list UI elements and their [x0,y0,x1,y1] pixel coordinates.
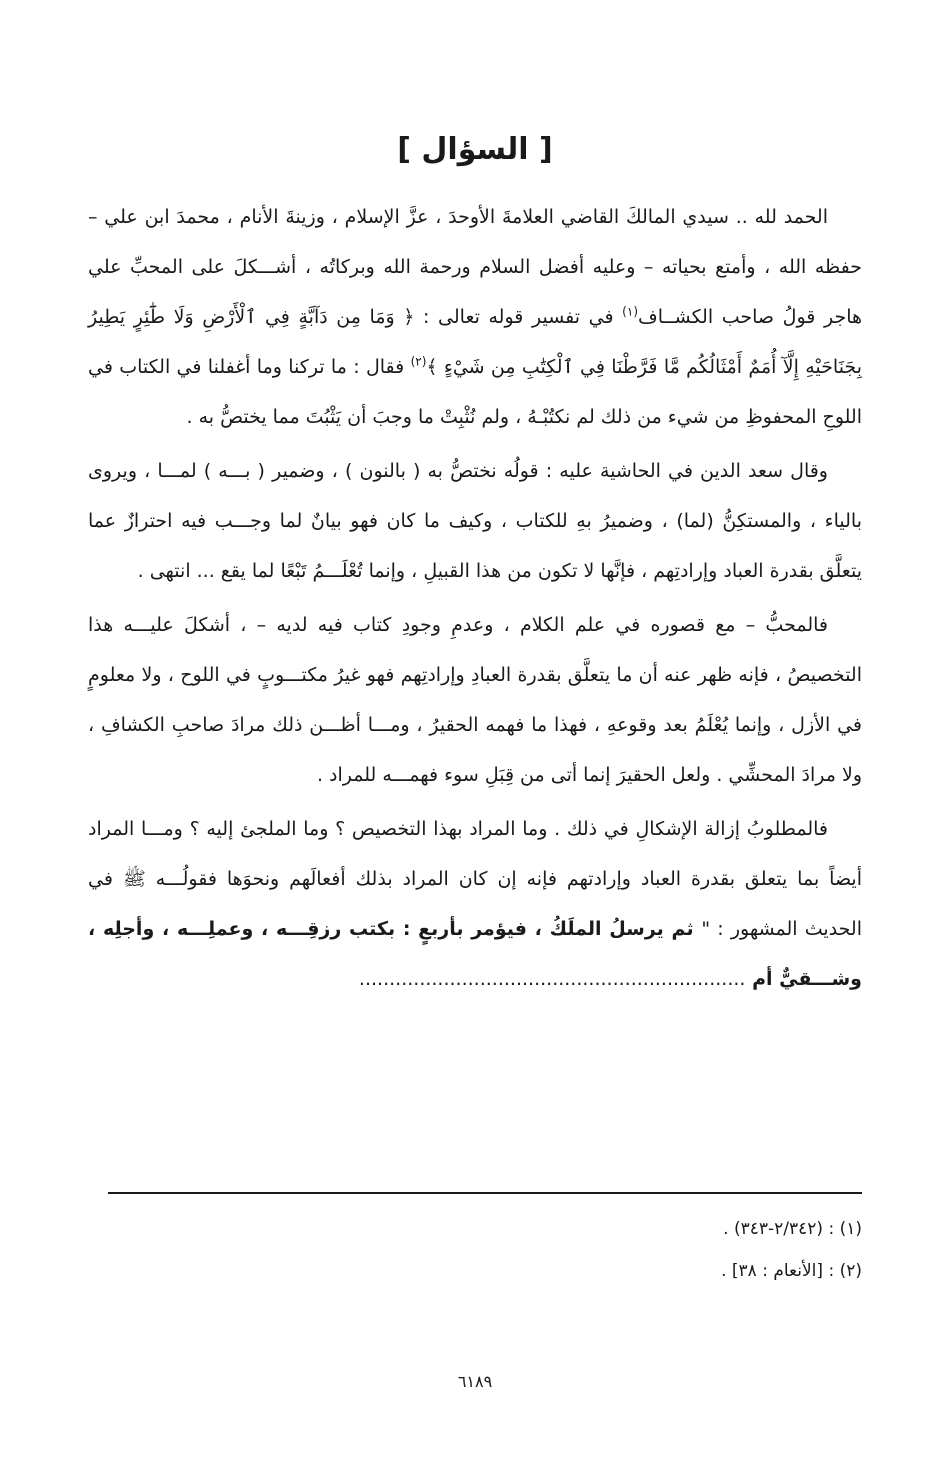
footnote-ref-1[interactable]: (١) [622,304,638,319]
paragraph-3: فالمحبُّ – مع قصوره في علم الكلام ، وعدمِ وجودِ كتاب فيه لديه – ، أشكلَ عليـــه هذا التخصيصُ ، فإنه ظهر عنه أن ما يتعلَّق بقدرة العبادِ وإرادتِهم فهو غيرُ مكتـــوبٍ في اللوح ، ولا معلومٍ في الأزل ، وإنما يُعْلَمُ بعد وقوعهِ ، فهذا ما فهمه الحقيرُ ، ومـــا أظـــن ذلك مرادَ صاحبِ الكشافِ ، ولا مرادَ المحشِّي . ولعل الحقيرَ إنما أتى من قِبَلِ سوء فهمـــه للمراد . [88,614,862,786]
paragraph-1 [88,192,862,442]
paragraph-1-text-3: فقال : ما تركنا وما أغفلنا في الكتاب في اللوحِ المحفوظِ من شيء من ذلك لم نكتُبْـهُ ، ولم نُثْبِتْ ما وجبَ أن يَثْبُتَ مما يختصُّ به . [88,356,862,428]
ellipsis-dots: ................................................................ [358,968,746,990]
footnote-ref-2[interactable]: (٢) [410,354,427,369]
page-title: [ السؤال ] [397,132,553,167]
paragraph-1-text-2: في تفسير قوله تعالى : [414,306,623,328]
paragraph-2: وقال سعد الدين في الحاشية عليه : قولُه نختصُّ به ( بالنون ) ، وضمير ( بـــه ) لمـــا ، ويروى بالياء ، والمستكِنُّ (لما) ، وضميرُ بهِ للكتاب ، وكيف ما كان فهو بيانٌ لما وجـــب فيه احترازٌ عما يتعلَّق بقدرة العباد وإرادتِهم ، فإنَّها لا تكون من هذا القبيلِ ، وإنما تُعْلَـــمُ تَبْعًا لما يقع ... انتهى . [88,460,862,582]
quran-verse: ﴿ وَمَا مِن دَآبَّةٍ فِي ٱلْأَرْضِ وَلَا طَٰٓئِرٍ يَطِيرُ بِجَنَاحَيْهِ إِلَّآ أُمَمٌ أَمْثَالُكُم مَّا فَرَّطْنَا فِي ٱلْكِتَٰبِ مِن شَيْءٍ ﴾ [88,306,862,378]
body-text [88,192,862,1008]
footnote-2: (٢) : [الأنعام : ٣٨] . [721,1261,862,1281]
footnote-1: (١) : (٢/٣٤٢-٣٤٣) . [723,1219,862,1239]
footnote-divider [108,1192,862,1194]
paragraph-4 [88,804,862,1004]
footnotes [88,1208,862,1292]
paragraph-4-text: فالمطلوبُ إزالة الإشكالِ في ذلك . وما المراد بهذا التخصيص ؟ وما الملجئ إليه ؟ ومـــا المراد أيضاً بما يتعلق بقدرة العباد وإرادتهم فإنه إن كان المراد بذلك أفعالَهم ونحوَها فقولُـــه ﷺ في الحديث المشهور : " [88,818,862,940]
page-number: ٦١٨٩ [457,1372,493,1391]
paragraph-1-text: الحمد لله .. سيدي المالكَ القاضي العلامةَ الأوحدَ ، عزَّ الإسلام ، وزينةَ الأنام ، محمدَ ابن علي – حفظه الله ، وأمتع بحياته – وعليه أفضل السلام ورحمة الله وبركاتُه ، أشـــكلَ على المحبِّ علي هاجر قولُ صاحب الكشــاف [88,206,862,328]
hadith-quote: ثم يرسلُ الملَكُ ، فيؤمر بأربعٍ : بكتب رزقِـــه ، وعملِـــه ، وأجلِه ، وشـــقيٌّ أم [88,918,862,990]
